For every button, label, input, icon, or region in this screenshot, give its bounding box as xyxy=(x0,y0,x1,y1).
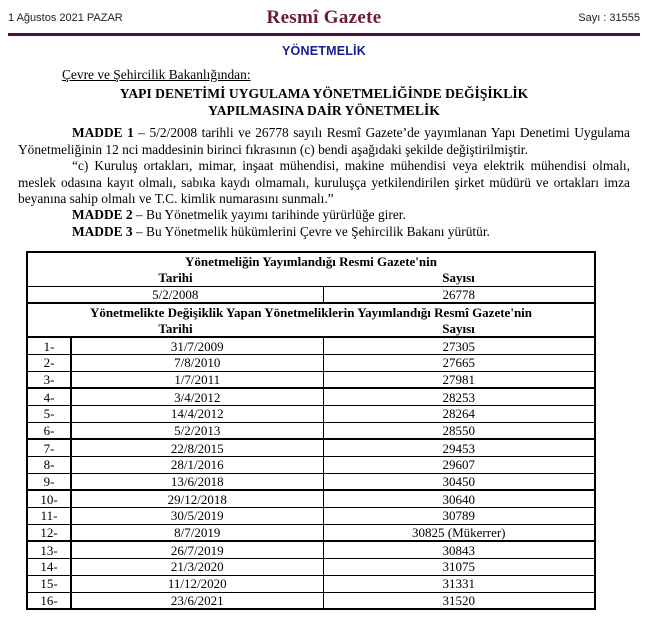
paragraph-amended-clause xyxy=(18,158,630,207)
table-section2-title: Yönetmelikte Değişiklik Yapan Yönetmeliklerin Yayımlandığı Resmî Gazete'nin xyxy=(90,304,533,320)
row-date-cell: 11/12/2020 xyxy=(71,575,323,592)
row-issue-cell: 28550 xyxy=(323,422,595,439)
row-date-cell: 3/4/2012 xyxy=(71,388,323,405)
madde-1-label: MADDE 1 xyxy=(72,125,134,141)
row-issue-cell: 29453 xyxy=(323,439,595,456)
original-issue-cell: 26778 xyxy=(323,286,595,303)
column-header-sayisi-1: Sayısı xyxy=(323,269,595,286)
table-row xyxy=(27,405,595,422)
row-issue-cell: 30825 (Mükerrer) xyxy=(323,524,595,541)
row-issue-cell: 31331 xyxy=(323,575,595,592)
madde-2-label: MADDE 2 xyxy=(72,207,133,223)
row-issue-cell: 27665 xyxy=(323,354,595,371)
regulation-title xyxy=(18,86,630,119)
table-row xyxy=(27,388,595,405)
amended-clause-text: “c) Kuruluş ortakları, mimar, inşaat mühendisi, makine mühendisi veya elektrik mühendisi olmalı, meslek odasına kayıt olmalı, sabıka kaydı olmamalı, kuruluşça yetkilendirilen şirket müdürü ve ortakları imza beyanına sahip olmalı ve T.C. kimlik numarasını sunmalı.” xyxy=(18,158,630,207)
row-issue-cell: 30789 xyxy=(323,507,595,524)
row-number-cell: 7- xyxy=(27,439,71,456)
table-row xyxy=(27,422,595,439)
table-header-row-2 xyxy=(27,320,595,337)
row-issue-cell: 27981 xyxy=(323,371,595,388)
row-date-cell: 31/7/2009 xyxy=(71,337,323,354)
row-date-cell: 26/7/2019 xyxy=(71,541,323,558)
row-issue-cell: 30843 xyxy=(323,541,595,558)
row-number-cell: 12- xyxy=(27,524,71,541)
table-row xyxy=(27,541,595,558)
table-row xyxy=(27,575,595,592)
row-number-cell: 15- xyxy=(27,575,71,592)
row-issue-cell: 29607 xyxy=(323,456,595,473)
row-issue-cell: 30450 xyxy=(323,473,595,490)
table-row xyxy=(27,473,595,490)
row-date-cell: 5/2/2013 xyxy=(71,422,323,439)
row-number-cell: 13- xyxy=(27,541,71,558)
row-date-cell: 13/6/2018 xyxy=(71,473,323,490)
masthead-issue-number: Sayı : 31555 xyxy=(578,12,641,24)
table-row xyxy=(27,592,595,609)
section-label: YÖNETMELİK xyxy=(282,44,366,58)
table-row xyxy=(27,507,595,524)
paragraph-madde-2 xyxy=(18,207,630,223)
row-number-cell: 5- xyxy=(27,405,71,422)
row-date-cell: 1/7/2011 xyxy=(71,371,323,388)
row-number-cell: 2- xyxy=(27,354,71,371)
row-issue-cell: 30640 xyxy=(323,490,595,507)
regulation-title-line2: YAPILMASINA DAİR YÖNETMELİK xyxy=(208,102,440,118)
table-row xyxy=(27,490,595,507)
row-date-cell: 22/8/2015 xyxy=(71,439,323,456)
row-issue-cell: 31520 xyxy=(323,592,595,609)
row-number-cell: 10- xyxy=(27,490,71,507)
row-issue-cell: 31075 xyxy=(323,558,595,575)
ministry-line: Çevre ve Şehircilik Bakanlığından: xyxy=(62,67,251,82)
madde-1-text: – 5/2/2008 tarihli ve 26778 sayılı Resmî Gazete’de yayımlanan Yapı Denetimi Uygulama Yönetmeliğinin 12 nci maddesinin birinci fıkrasının (c) bendi aşağıdaki şekilde değiştirilmiştir. xyxy=(18,125,630,157)
article-content xyxy=(0,67,648,240)
row-date-cell: 30/5/2019 xyxy=(71,507,323,524)
masthead xyxy=(0,0,648,31)
row-number-cell: 9- xyxy=(27,473,71,490)
masthead-divider-rule xyxy=(8,33,640,36)
column-header-sayisi-2: Sayısı xyxy=(323,320,595,337)
table-row xyxy=(27,337,595,354)
row-number-cell: 16- xyxy=(27,592,71,609)
table-row xyxy=(27,439,595,456)
madde-3-text: – Bu Yönetmelik hükümlerini Çevre ve Şehircilik Bakanı yürütür. xyxy=(132,223,490,239)
row-number-cell: 11- xyxy=(27,507,71,524)
amendment-rows xyxy=(27,337,595,609)
row-issue-cell: 28253 xyxy=(323,388,595,405)
row-date-cell: 7/8/2010 xyxy=(71,354,323,371)
paragraph-madde-1 xyxy=(18,125,630,158)
table-header-row-1 xyxy=(27,269,595,286)
table-row xyxy=(27,558,595,575)
masthead-title: Resmî Gazete xyxy=(266,7,382,28)
row-issue-cell: 27305 xyxy=(323,337,595,354)
row-date-cell: 8/7/2019 xyxy=(71,524,323,541)
row-issue-cell: 28264 xyxy=(323,405,595,422)
paragraph-madde-3 xyxy=(18,224,630,240)
table-row xyxy=(27,371,595,388)
row-number-cell: 4- xyxy=(27,388,71,405)
table-row xyxy=(27,456,595,473)
masthead-date: 1 Ağustos 2021 PAZAR xyxy=(8,12,123,24)
table-section1-title: Yönetmeliğin Yayımlandığı Resmi Gazete'nin xyxy=(185,253,437,269)
original-date-cell: 5/2/2008 xyxy=(27,286,323,303)
madde-2-text: – Bu Yönetmelik yayımı tarihinde yürürlüğe girer. xyxy=(132,207,406,223)
row-date-cell: 28/1/2016 xyxy=(71,456,323,473)
row-date-cell: 21/3/2020 xyxy=(71,558,323,575)
row-date-cell: 14/4/2012 xyxy=(71,405,323,422)
column-header-tarihi-1: Tarihi xyxy=(27,269,323,286)
row-number-cell: 14- xyxy=(27,558,71,575)
column-header-tarihi-2: Tarihi xyxy=(27,320,323,337)
row-date-cell: 29/12/2018 xyxy=(71,490,323,507)
row-number-cell: 8- xyxy=(27,456,71,473)
table-row xyxy=(27,524,595,541)
row-number-cell: 1- xyxy=(27,337,71,354)
row-number-cell: 3- xyxy=(27,371,71,388)
table-row-original xyxy=(27,286,595,303)
table-section1-title-row xyxy=(27,252,595,269)
row-date-cell: 23/6/2021 xyxy=(170,593,224,608)
table-section2-title-row xyxy=(27,303,595,320)
table-row xyxy=(27,354,595,371)
gazette-history-table xyxy=(26,251,596,610)
madde-3-label: MADDE 3 xyxy=(72,223,133,239)
row-number-cell: 6- xyxy=(27,422,71,439)
regulation-title-line1: YAPI DENETİMİ UYGULAMA YÖNETMELİĞİNDE DEĞİŞİKLİK xyxy=(119,86,529,102)
